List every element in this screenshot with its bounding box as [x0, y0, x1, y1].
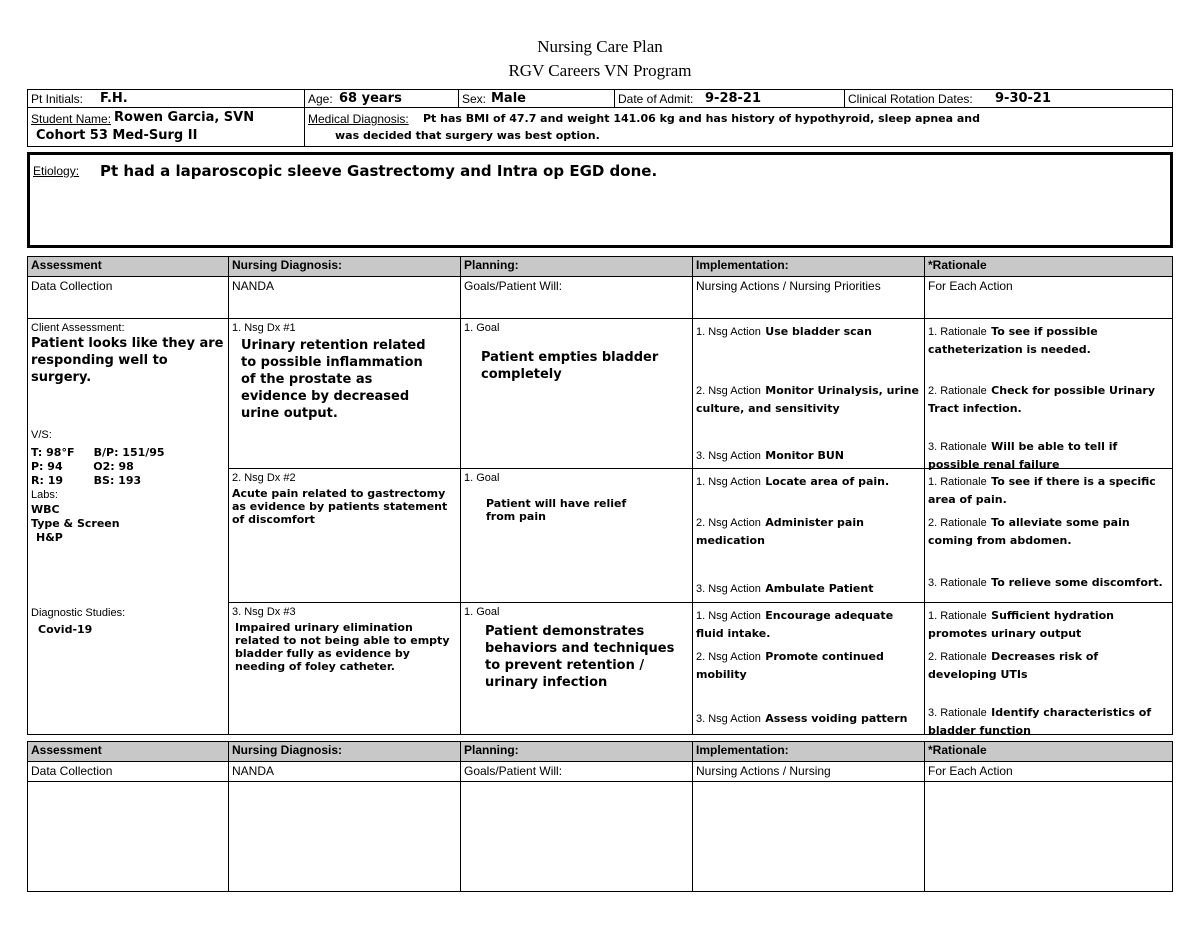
subheader-diagnosis: NANDA	[228, 276, 461, 319]
vs-line-2: P: 94 O2: 98	[31, 460, 134, 473]
diagnostic-studies-value: Covid-19	[38, 623, 93, 636]
goal1-cell	[460, 318, 693, 469]
empty-diagnosis-cell[interactable]	[228, 781, 461, 892]
empty-implementation-cell[interactable]	[692, 781, 925, 892]
sex-cell	[458, 89, 615, 108]
rationale3-1-text: Sufficient hydration promotes urinary output	[928, 609, 1115, 640]
student-label: Student Name:	[31, 112, 112, 126]
rationale1-3-label: 3. Rationale	[928, 441, 987, 453]
rationale1-1-label: 1. Rationale	[928, 326, 987, 338]
rationales2-cell	[924, 468, 1173, 603]
rationales1-cell	[924, 318, 1173, 469]
rationale3-3-label: 3. Rationale	[928, 707, 987, 719]
page-subtitle: RGV Careers VN Program	[508, 61, 692, 80]
student-value: Rowen Garcia, SVN	[114, 110, 255, 125]
diagnostic-studies-label: Diagnostic Studies:	[31, 607, 126, 619]
dx1-cell	[228, 318, 461, 469]
action2-3-label: 3. Nsg Action	[696, 583, 761, 595]
subheader-rationale: For Each Action	[924, 276, 1173, 319]
subheader2-rationale: For Each Action	[924, 761, 1173, 782]
vs-label: V/S:	[31, 429, 52, 441]
medical-value: Pt has BMI of 47.7 and weight 141.06 kg and has history of hypothyroid, sleep apnea and	[423, 112, 981, 125]
rationales3-cell	[924, 602, 1173, 735]
dx2-text: Acute pain related to gastrectomy as evidence by patients statement of discomfort	[232, 487, 448, 526]
action1-1-text: Use bladder scan	[765, 325, 872, 338]
empty-planning-cell[interactable]	[460, 781, 693, 892]
col-header-diagnosis: Nursing Diagnosis:	[228, 256, 461, 277]
rationale1-1-text: To see if possible catheterization is needed.	[928, 325, 1098, 356]
col-header-rationale: *Rationale	[924, 256, 1173, 277]
rationale3-2-label: 2. Rationale	[928, 651, 987, 663]
action1-1-label: 1. Nsg Action	[696, 326, 761, 338]
action1-3-text: Monitor BUN	[765, 449, 844, 462]
action1-3-label: 3. Nsg Action	[696, 450, 761, 462]
cohort-value: Cohort 53 Med-Surg II	[36, 128, 198, 143]
action2-3-text: Ambulate Patient	[765, 582, 874, 595]
age-value: 68 years	[339, 91, 402, 106]
sex-value: Male	[491, 91, 526, 106]
medical-value-2: was decided that surgery was best option.	[335, 129, 600, 142]
rationale3-3-text: Identify characteristics of bladder function	[928, 706, 1152, 737]
subheader-assessment: Data Collection	[27, 276, 229, 319]
goal3-cell	[460, 602, 693, 735]
subheader-implementation: Nursing Actions / Nursing Priorities	[692, 276, 925, 319]
subheader-planning: Goals/Patient Will:	[460, 276, 693, 319]
labs-line-3: H&P	[36, 531, 63, 544]
actions2-cell	[692, 468, 925, 603]
empty-assessment-cell[interactable]	[27, 781, 229, 892]
col2-header-assessment: Assessment	[27, 741, 229, 762]
rationale2-1-label: 1. Rationale	[928, 476, 987, 488]
col-header-assessment: Assessment	[27, 256, 229, 277]
actions3-cell	[692, 602, 925, 735]
rationale2-2-label: 2. Rationale	[928, 517, 987, 529]
rotation-value: 9-30-21	[995, 91, 1052, 106]
action3-1-text: Encourage adequate fluid intake.	[696, 609, 894, 640]
rationale3-1-label: 1. Rationale	[928, 610, 987, 622]
action2-1-text: Locate area of pain.	[765, 475, 890, 488]
age-cell	[304, 89, 459, 108]
goal3-label: 1. Goal	[464, 606, 500, 618]
dx2-label: 2. Nsg Dx #2	[232, 472, 296, 484]
rationale1-3-text: Will be able to tell if possible renal failure	[928, 440, 1118, 471]
student-cell	[27, 107, 305, 147]
age-label: Age:	[308, 92, 333, 106]
action1-2-label: 2. Nsg Action	[696, 385, 761, 397]
admit-cell	[614, 89, 845, 108]
rotation-cell	[844, 89, 1173, 108]
rotation-label: Clinical Rotation Dates:	[848, 92, 973, 106]
pt-initials-value: F.H.	[100, 91, 128, 106]
action2-1-label: 1. Nsg Action	[696, 476, 761, 488]
vs-line-3: R: 19 BS: 193	[31, 474, 142, 487]
assessment-body	[27, 318, 229, 735]
labs-line-2: Type & Screen	[31, 517, 120, 530]
dx2-cell	[228, 468, 461, 603]
col2-header-rationale: *Rationale	[924, 741, 1173, 762]
col2-header-implementation: Implementation:	[692, 741, 925, 762]
goal1-label: 1. Goal	[464, 322, 500, 334]
etiology-box	[27, 152, 1173, 248]
dx3-label: 3. Nsg Dx #3	[232, 606, 296, 618]
etiology-value: Pt had a laparoscopic sleeve Gastrectomy and Intra op EGD done.	[100, 162, 658, 180]
col2-header-diagnosis: Nursing Diagnosis:	[228, 741, 461, 762]
labs-label: Labs:	[31, 489, 58, 501]
etiology-label: Etiology:	[33, 164, 80, 178]
goal1-text: Patient empties bladder completely	[481, 350, 659, 382]
goal2-label: 1. Goal	[464, 472, 500, 484]
goal2-cell	[460, 468, 693, 603]
vs-line-1: T: 98°F B/P: 151/95	[31, 446, 165, 459]
sex-label: Sex:	[462, 92, 487, 106]
action3-3-text: Assess voiding pattern	[765, 712, 908, 725]
rationale2-1-text: To see if there is a specific area of pain.	[928, 475, 1156, 506]
actions1-cell	[692, 318, 925, 469]
col-header-planning: Planning:	[460, 256, 693, 277]
goal3-text: Patient demonstrates behaviors and techniques to prevent retention / urinary infection	[485, 624, 675, 690]
col2-header-planning: Planning:	[460, 741, 693, 762]
pt-initials-cell	[27, 89, 305, 108]
admit-label: Date of Admit:	[618, 92, 694, 106]
rationale1-2-text: Check for possible Urinary Tract infection.	[928, 384, 1156, 415]
client-assessment-label: Client Assessment:	[31, 322, 125, 334]
dx3-cell	[228, 602, 461, 735]
action3-2-text: Promote continued mobility	[696, 650, 884, 681]
client-assessment-value: Patient looks like they are responding well to surgery.	[31, 336, 224, 385]
action2-2-label: 2. Nsg Action	[696, 517, 761, 529]
medical-label: Medical Diagnosis:	[308, 112, 409, 126]
rationale2-3-text: To relieve some discomfort.	[991, 576, 1163, 589]
labs-line-1: WBC	[31, 503, 60, 516]
dx1-text: Urinary retention related to possible inflammation of the prostate as evidence by decreased urine output.	[241, 338, 426, 421]
subheader2-planning: Goals/Patient Will:	[460, 761, 693, 782]
rationale2-3-label: 3. Rationale	[928, 577, 987, 589]
action1-2-text: Monitor Urinalysis, urine culture, and sensitivity	[696, 384, 919, 415]
pt-initials-label: Pt Initials:	[31, 92, 84, 106]
medical-diagnosis-cell	[304, 107, 1173, 147]
rationale1-2-label: 2. Rationale	[928, 385, 987, 397]
subheader2-diagnosis: NANDA	[228, 761, 461, 782]
admit-value: 9-28-21	[705, 91, 762, 106]
empty-rationale-cell[interactable]	[924, 781, 1173, 892]
goal2-text: Patient will have relief from pain	[486, 497, 627, 523]
rationale3-2-text: Decreases risk of developing UTIs	[928, 650, 1099, 681]
subheader2-implementation: Nursing Actions / Nursing	[692, 761, 925, 782]
rationale2-2-text: To alleviate some pain coming from abdomen.	[928, 516, 1130, 547]
action3-2-label: 2. Nsg Action	[696, 651, 761, 663]
action2-2-text: Administer pain medication	[696, 516, 864, 547]
page-title: Nursing Care Plan	[537, 37, 663, 56]
col-header-implementation: Implementation:	[692, 256, 925, 277]
dx3-text: Impaired urinary elimination related to not being able to empty bladder fully as evidence by needing of foley catheter.	[235, 621, 450, 673]
action3-1-label: 1. Nsg Action	[696, 610, 761, 622]
dx1-label: 1. Nsg Dx #1	[232, 322, 296, 334]
action3-3-label: 3. Nsg Action	[696, 713, 761, 725]
subheader2-assessment: Data Collection	[27, 761, 229, 782]
